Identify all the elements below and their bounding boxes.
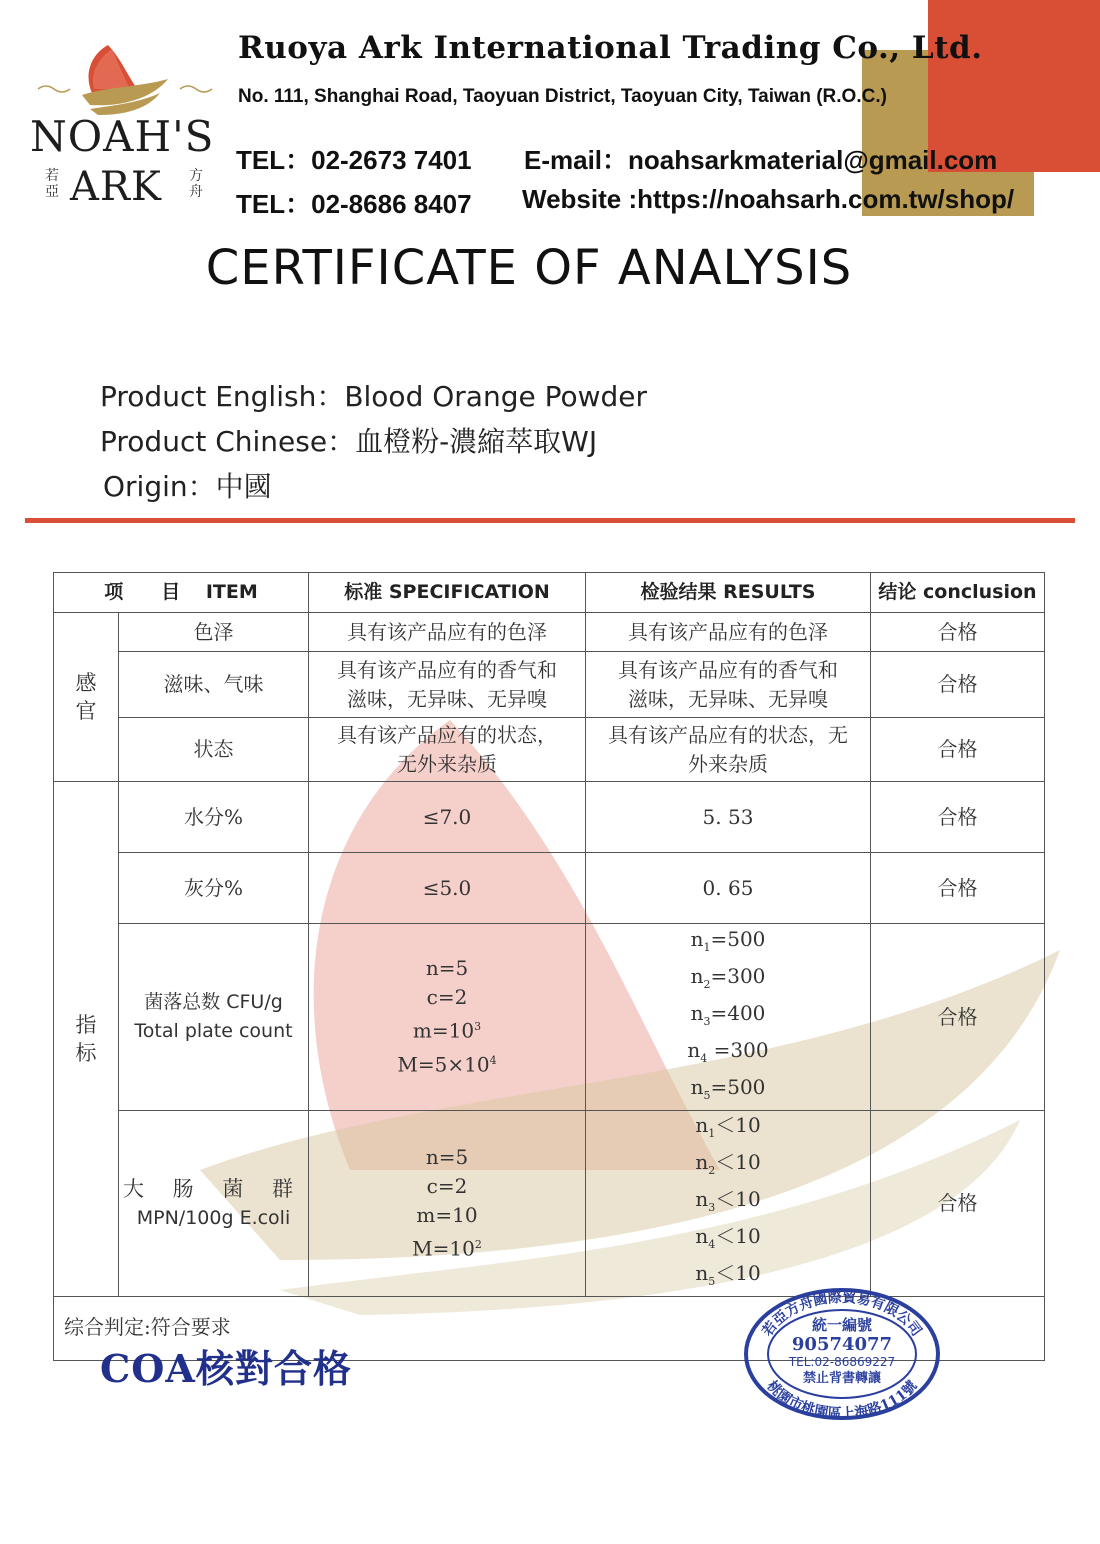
row-moisture-item: 水分% xyxy=(119,782,309,853)
row-state-item: 状态 xyxy=(119,718,309,782)
row-coliform-result-2: $n_2<10$ xyxy=(695,1150,761,1177)
row-coliform-spec xyxy=(309,1111,586,1297)
table-row xyxy=(54,853,1045,924)
table-row xyxy=(54,782,1045,853)
summary-text: 综合判定:符合要求 xyxy=(64,1315,231,1339)
row-coliform-item-cn: 大 肠 菌 群 xyxy=(123,1176,293,1201)
row-plate-item-line-2: Total plate count xyxy=(134,1020,293,1042)
row-moisture-spec: ≤7.0 xyxy=(309,782,586,853)
row-state-result-line-1: 具有该产品应有的状态，无 xyxy=(608,722,848,747)
row-color-conclusion: 合格 xyxy=(871,613,1045,652)
header-item: 项 目 ITEM xyxy=(54,573,309,613)
row-plate-conclusion: 合格 xyxy=(871,924,1045,1111)
row-color-item: 色泽 xyxy=(119,613,309,652)
row-plate-result-2: $n_2=300$ xyxy=(690,963,766,991)
product-origin: Origin：中國 xyxy=(103,470,272,503)
row-state-result-line-2: 外来杂质 xyxy=(688,751,768,776)
row-coliform-spec-M: $M=10^2$ xyxy=(412,1236,482,1261)
row-ash-spec: ≤5.0 xyxy=(309,853,586,924)
row-coliform-result-5: $n_5<10$ xyxy=(695,1261,761,1288)
row-plate-results xyxy=(586,924,871,1111)
document-title: CERTIFICATE OF ANALYSIS xyxy=(205,240,853,296)
row-ash-result: 0. 65 xyxy=(586,853,871,924)
row-state-conclusion: 合格 xyxy=(871,718,1045,782)
row-coliform-spec-n: n=5 xyxy=(425,1145,469,1170)
row-coliform-spec-c: c=2 xyxy=(426,1174,468,1199)
row-taste-spec xyxy=(309,652,586,718)
table-row xyxy=(54,652,1045,718)
row-plate-result-3: $n_3=400$ xyxy=(690,1000,766,1028)
row-plate-spec-m: $m=10^3$ xyxy=(412,1019,482,1043)
logo-cjk-right: 方舟 xyxy=(189,168,203,200)
table-row xyxy=(54,924,1045,1111)
group-sensory xyxy=(54,613,119,782)
product-chinese: Product Chinese：血橙粉-濃縮萃取WJ xyxy=(100,425,598,458)
row-coliform-item-en: MPN/100g E.coli xyxy=(136,1206,291,1229)
group-index-label: 指标 xyxy=(75,1012,97,1065)
header-results: 检验结果 RESULTS xyxy=(586,573,871,613)
website-line: Website :https://noahsarh.com.tw/shop/ xyxy=(522,184,1015,214)
company-name: Ruoya Ark International Trading Co., Ltd. xyxy=(238,30,983,66)
row-moisture-conclusion: 合格 xyxy=(871,782,1045,853)
company-seal-stamp xyxy=(742,1286,942,1422)
company-address: No. 111, Shanghai Road, Taoyuan District, Taoyuan City, Taiwan (R.O.C.) xyxy=(238,86,887,107)
table-row xyxy=(54,613,1045,652)
row-taste-conclusion: 合格 xyxy=(871,652,1045,718)
seal-line-1: 統一編號 xyxy=(811,1316,873,1334)
seal-line-3: TEL:02-86869227 xyxy=(788,1355,896,1369)
row-plate-spec-c: c=2 xyxy=(426,985,468,1010)
table-row xyxy=(54,1111,1045,1297)
row-ash-conclusion: 合格 xyxy=(871,853,1045,924)
tel-line-2: TEL：02-8686 8407 xyxy=(236,189,472,219)
row-state-spec-line-2: 无外来杂质 xyxy=(397,751,497,776)
table-row xyxy=(54,718,1045,782)
row-state-result xyxy=(586,718,871,782)
row-plate-spec-M: $M=5\times 10^4$ xyxy=(397,1052,497,1077)
row-plate-result-5: $n_5=500$ xyxy=(690,1074,766,1102)
row-color-spec: 具有该产品应有的色泽 xyxy=(309,613,586,652)
row-taste-result xyxy=(586,652,871,718)
row-taste-item: 滋味、气味 xyxy=(119,652,309,718)
email-line: E-mail：noahsarkmaterial@gmail.com xyxy=(524,145,998,175)
row-coliform-result-4: $n_4<10$ xyxy=(695,1224,761,1251)
seal-ring-text: 若亞方舟國際貿易有限公司 xyxy=(759,1289,925,1340)
row-coliform-conclusion: 合格 xyxy=(871,1111,1045,1297)
group-sensory-label: 感官 xyxy=(75,670,97,723)
table-header-row xyxy=(54,573,1045,613)
row-ash-item: 灰分% xyxy=(119,853,309,924)
group-index xyxy=(54,782,119,1297)
seal-bottom-text: 桃園市桃園區上海路111號 xyxy=(763,1378,921,1422)
row-taste-result-line-1: 具有该产品应有的香气和 xyxy=(618,657,838,682)
row-color-result: 具有该产品应有的色泽 xyxy=(586,613,871,652)
row-plate-result-4: $n_4 =300$ xyxy=(687,1037,769,1065)
row-taste-result-line-2: 滋味，无异味、无异嗅 xyxy=(628,686,828,711)
header-specification: 标准 SPECIFICATION xyxy=(309,573,586,613)
row-plate-item-line-1: 菌落总数 CFU/g xyxy=(144,991,283,1013)
row-coliform-results xyxy=(586,1111,871,1297)
row-plate-spec xyxy=(309,924,586,1111)
row-moisture-result: 5. 53 xyxy=(586,782,871,853)
row-coliform-result-3: $n_3<10$ xyxy=(695,1187,761,1214)
header-divider xyxy=(25,518,1075,523)
row-coliform-item xyxy=(119,1111,309,1297)
row-coliform-result-1: $n_1<10$ xyxy=(695,1113,761,1140)
row-state-spec-line-1: 具有该产品应有的状态， xyxy=(337,722,557,747)
row-plate-item xyxy=(119,924,309,1111)
logo-wordmark-top: NOAH'S xyxy=(30,112,215,161)
header-conclusion: 结论 conclusion xyxy=(871,573,1045,613)
row-plate-result-1: $n_1=500$ xyxy=(690,926,766,954)
product-english: Product English：Blood Orange Powder xyxy=(100,380,648,413)
logo-wordmark-bottom: ARK xyxy=(70,164,162,210)
coa-check-note: COA核對合格 xyxy=(100,1346,352,1391)
tel-line-1: TEL：02-2673 7401 xyxy=(236,145,472,175)
row-plate-spec-n: n=5 xyxy=(425,956,469,981)
row-taste-spec-line-1: 具有该产品应有的香气和 xyxy=(337,657,557,682)
row-taste-spec-line-2: 滋味，无异味、无异嗅 xyxy=(347,686,547,711)
analysis-table xyxy=(53,572,1045,1361)
row-coliform-spec-m: m=10 xyxy=(416,1203,478,1228)
row-state-spec xyxy=(309,718,586,782)
logo-cjk-left: 若亞 xyxy=(45,168,59,200)
seal-line-4: 禁止背書轉讓 xyxy=(802,1371,882,1386)
seal-line-2: 90574077 xyxy=(791,1334,893,1355)
